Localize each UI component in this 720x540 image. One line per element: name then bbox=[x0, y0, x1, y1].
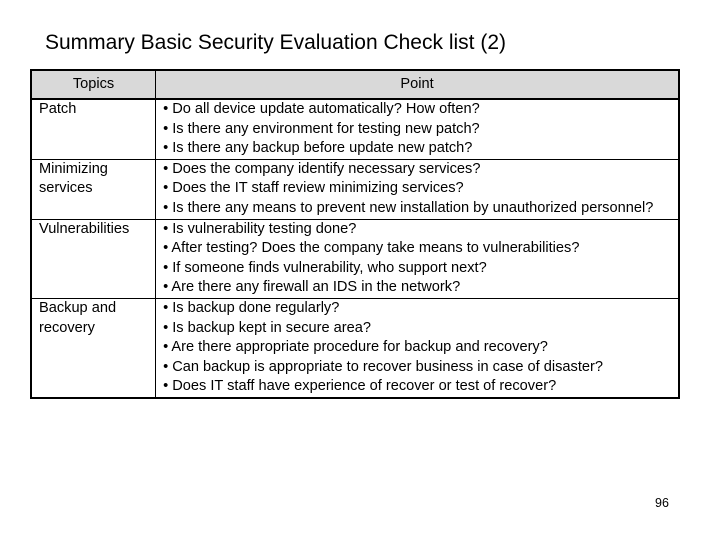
point-cell bbox=[156, 219, 679, 298]
page-number: 96 bbox=[655, 496, 669, 510]
point-item: • After testing? Does the company take means to vulnerabilities? bbox=[163, 240, 580, 257]
table-row-vulnerabilities bbox=[31, 219, 679, 298]
point-item: • Is vulnerability testing done? bbox=[163, 220, 357, 237]
point-item: • Can backup is appropriate to recover business in case of disaster? bbox=[163, 358, 603, 375]
topic-cell: Patch bbox=[31, 99, 156, 159]
point-item: • If someone finds vulnerability, who support next? bbox=[163, 259, 487, 276]
point-cell bbox=[156, 298, 679, 397]
table-row-backup-and-recovery bbox=[31, 298, 679, 397]
header-point: Point bbox=[156, 70, 679, 99]
point-item: • Are there appropriate procedure for backup and recovery? bbox=[163, 339, 548, 356]
topic-cell: Vulnerabilities bbox=[31, 219, 156, 298]
point-item: • Are there any firewall an IDS in the network? bbox=[163, 279, 461, 296]
point-item: • Does the IT staff review minimizing services? bbox=[163, 180, 464, 197]
header-row bbox=[31, 70, 679, 99]
topic-cell: Minimizing services bbox=[31, 159, 156, 219]
table-row-minimizing-services bbox=[31, 159, 679, 219]
point-item: • Is backup kept in secure area? bbox=[163, 319, 371, 336]
point-item: • Is there any environment for testing new patch? bbox=[163, 120, 480, 137]
point-cell bbox=[156, 159, 679, 219]
point-item: • Is there any means to prevent new installation by unauthorized personnel? bbox=[163, 199, 654, 216]
point-item: • Do all device update automatically? How often? bbox=[163, 101, 480, 117]
point-cell bbox=[156, 99, 679, 159]
point-item: • Does the company identify necessary services? bbox=[163, 160, 481, 177]
point-item: • Does IT staff have experience of recover or test of recover? bbox=[163, 378, 557, 395]
header-topics: Topics bbox=[31, 70, 156, 99]
table-row-patch bbox=[31, 99, 679, 159]
point-item: • Is backup done regularly? bbox=[163, 299, 340, 316]
checklist-table bbox=[30, 69, 680, 399]
topic-cell: Backup and recovery bbox=[31, 298, 156, 397]
slide-title: Summary Basic Security Evaluation Check list (2) bbox=[45, 31, 506, 54]
point-item: • Is there any backup before update new patch? bbox=[163, 140, 473, 157]
